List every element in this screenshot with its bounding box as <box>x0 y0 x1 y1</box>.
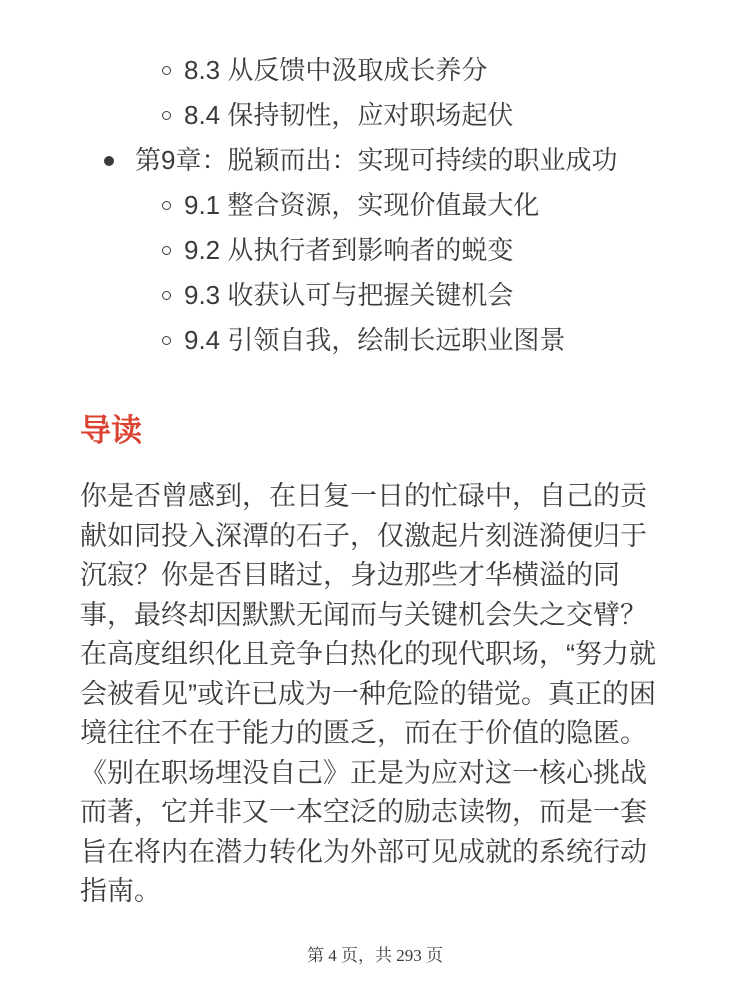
section-heading: 导读 <box>80 413 142 448</box>
toc-item-label: 第9章：脱颖而出：实现可持续的职业成功 <box>135 145 618 175</box>
circle-bullet-icon <box>162 201 171 210</box>
circle-bullet-icon <box>162 246 171 255</box>
toc-item-label: 8.4 保持韧性，应对职场起伏 <box>184 100 514 130</box>
toc-item-chapter <box>0 138 750 183</box>
toc-item <box>0 318 750 363</box>
toc-item-label: 9.3 收获认可与把握关键机会 <box>184 280 514 310</box>
circle-bullet-icon <box>162 66 171 75</box>
toc-item <box>0 93 750 138</box>
circle-bullet-icon <box>162 111 171 120</box>
toc-item-label: 9.1 整合资源，实现价值最大化 <box>184 190 540 220</box>
table-of-contents <box>0 0 750 363</box>
page-number-indicator: 第 4 页，共 293 页 <box>307 946 443 965</box>
circle-bullet-icon <box>162 291 171 300</box>
intro-paragraph: 你是否曾感到，在日复一日的忙碌中，自己的贡献如同投入深潭的石子，仅激起片刻涟漪便归于沉寂？你是否目睹过，身边那些才华横溢的同事，最终却因默默无闻而与关键机会失之交臂？在高度组织化且竞争白热化的现代职场，“努力就会被看见”或许已成为一种危险的错觉。真正的困境往往不在于能力的匮乏，而在于价值的隐匿。《别在职场埋没自己》正是为应对这一核心挑战而著，它并非又一本空泛的励志读物，而是一套旨在将内在潜力转化为外部可见成就的系统行动指南。 <box>80 481 656 906</box>
toc-item-label: 9.2 从执行者到影响者的蜕变 <box>184 235 514 265</box>
toc-item <box>0 273 750 318</box>
toc-item <box>0 183 750 228</box>
toc-item <box>0 228 750 273</box>
circle-bullet-icon <box>162 336 171 345</box>
toc-item <box>0 48 750 93</box>
disc-bullet-icon <box>104 156 114 166</box>
toc-item-label: 8.3 从反馈中汲取成长养分 <box>184 55 488 85</box>
toc-item-label: 9.4 引领自我，绘制长远职业图景 <box>184 325 566 355</box>
